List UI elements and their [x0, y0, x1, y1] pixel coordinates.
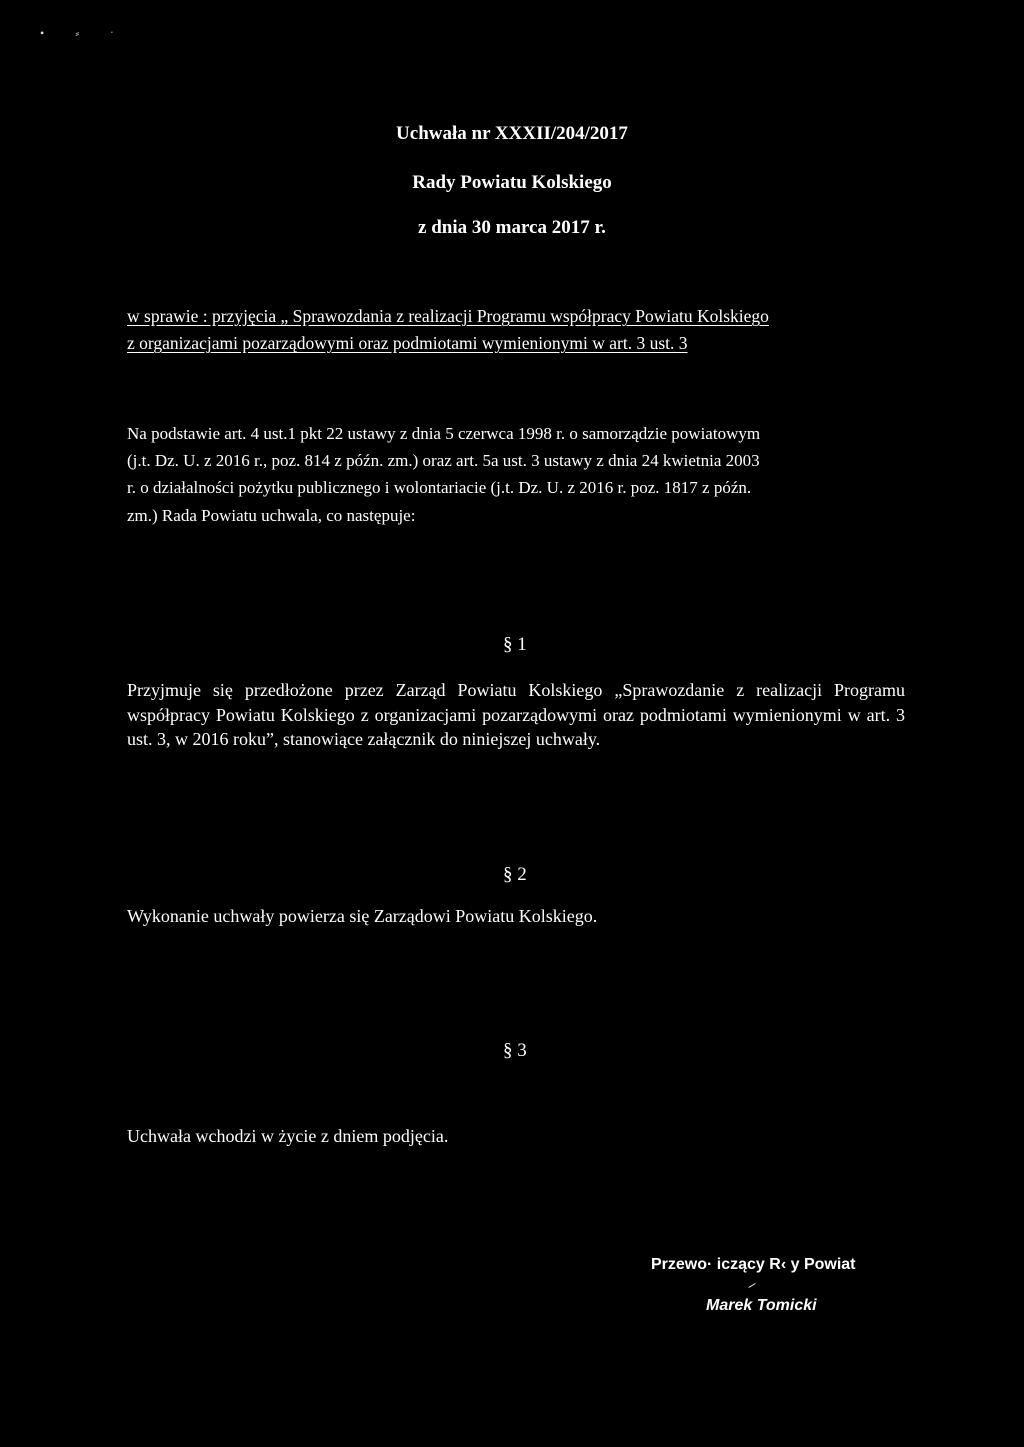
section-2-mark: § 2 — [503, 864, 527, 885]
scan-artifacts: • ⸗ ˑ — [40, 26, 128, 40]
section-1-mark: § 1 — [503, 634, 527, 655]
resolution-number: Uchwała nr XXXII/204/2017 — [396, 123, 628, 144]
section-3-text: Uchwała wchodzi w życie z dniem podjęcia. — [127, 1126, 449, 1146]
signature-title: Przewo· iczący R‹ y Powiat — [651, 1256, 856, 1273]
section-3-mark: § 3 — [503, 1040, 527, 1061]
subject-line-1: w sprawie : przyjęcia „ Sprawozdania z realizacji Programu współpracy Powiatu Kolskiego — [127, 306, 769, 326]
legal-basis-line-2: (j.t. Dz. U. z 2016 r., poz. 814 z późn. zm.) oraz art. 5a ust. 3 ustawy z dnia 24 kwietnia 2003 — [127, 451, 760, 470]
signature-mark — [748, 1283, 755, 1288]
council-name: Rady Powiatu Kolskiego — [412, 172, 612, 193]
resolution-date: z dnia 30 marca 2017 r. — [418, 217, 606, 238]
signature-name: Marek Tomicki — [706, 1297, 817, 1314]
legal-basis-line-3: r. o działalności pożytku publicznego i wolontariacie (j.t. Dz. U. z 2016 r. poz. 1817 z późn. — [127, 478, 752, 497]
section-2-text: Wykonanie uchwały powierza się Zarządowi Powiatu Kolskiego. — [127, 906, 598, 926]
subject-line-2: z organizacjami pozarządowymi oraz podmiotami wymienionymi w art. 3 ust. 3 — [127, 333, 688, 353]
legal-basis-line-4: zm.) Rada Powiatu uchwala, co następuje: — [127, 506, 416, 525]
section-1-text: Przyjmuje się przedłożone przez Zarząd Powiatu Kolskiego „Sprawozdanie z realizacji Programu współpracy Powiatu Kolskiego z organizacjami pozarządowymi oraz podmiotami wymienionymi w art. 3 ust. 3, w 2016 roku”, stanowiące załącznik do niniejszej uchwały. — [127, 680, 905, 749]
legal-basis-line-1: Na podstawie art. 4 ust.1 pkt 22 ustawy z dnia 5 czerwca 1998 r. o samorządzie powiatowym — [127, 424, 761, 443]
